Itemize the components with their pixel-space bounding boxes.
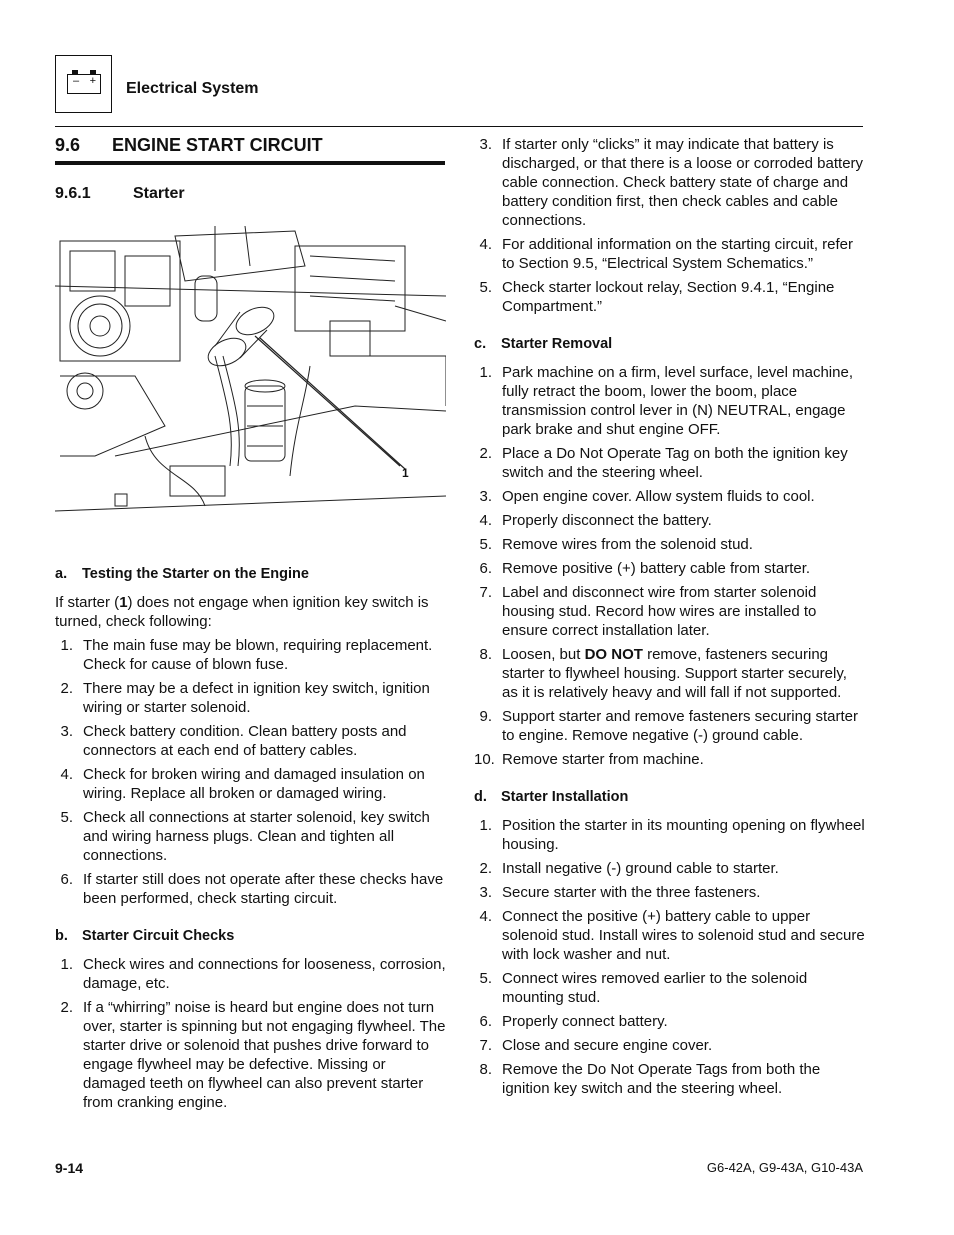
heading-removal: c. Starter Removal xyxy=(474,336,613,352)
list-item: 6. Properly connect battery. xyxy=(479,1013,668,1030)
list-item: 1. The main fuse may be blown, requiring replacement. Check for cause of blown fuse. xyxy=(60,637,433,673)
list-item: 3. If starter only “clicks” it may indicate that battery is discharged, or that there is a loose or corroded battery cable connection. Check battery state of charge and battery condition first, then check cables and cable connections. xyxy=(479,136,864,229)
heading-circuit-checks: b. Starter Circuit Checks xyxy=(55,928,235,944)
section-title xyxy=(55,135,323,156)
right-column xyxy=(474,135,866,1103)
list-item: 4. Connect the positive (+) battery cable to upper solenoid stud. Install wires to solenoid stud and secure with lock washer and nut. xyxy=(479,908,865,963)
list-item: 1. Position the starter in its mounting opening on flywheel housing. xyxy=(479,817,865,853)
list-item: 4. For additional information on the starting circuit, refer to Section 9.5, “Electrical System Schematics.” xyxy=(479,236,853,272)
section-title-text: ENGINE START CIRCUIT xyxy=(112,135,323,155)
list-item: 2. There may be a defect in ignition key switch, ignition wiring or starter solenoid. xyxy=(60,680,430,716)
engine-illustration xyxy=(55,226,446,516)
list-item: 8. Loosen, but DO NOT remove, fasteners securing starter to flywheel housing. Support starter securely, as it is relatively heavy and will fall if not supported. xyxy=(479,646,847,701)
list-item: 10. Remove starter from machine. xyxy=(474,751,704,768)
page-number: 9-14 xyxy=(55,1160,84,1176)
header-rule xyxy=(55,126,863,127)
list-item: 2. If a “whirring” noise is heard but engine does not turn over, starter is spinning but not engaging flywheel. The starter drive or solenoid that pushes drive forward to engage flywheel may be defective. Missing or damaged teeth on flywheel can also prevent starter from cranking engine. xyxy=(60,999,446,1111)
list-item: 7. Label and disconnect wire from starter solenoid housing stud. Record how wires are installed to ensure correct installation later. xyxy=(479,584,817,639)
header-title: Electrical System xyxy=(126,80,259,97)
section-number: 9.6 xyxy=(55,135,81,155)
list-item: 3. Open engine cover. Allow system fluids to cool. xyxy=(479,488,815,505)
list-item: 4. Properly disconnect the battery. xyxy=(479,512,712,529)
list-item: 4. Check for broken wiring and damaged insulation on wiring. Replace all broken or damaged wiring. xyxy=(60,766,425,802)
list-item: 5. Connect wires removed earlier to the solenoid mounting stud. xyxy=(479,970,808,1006)
starter-figure xyxy=(55,226,446,516)
subsection-title-text: Starter xyxy=(133,185,185,202)
figure-callout: 1 xyxy=(402,466,409,480)
list-item: 6. Remove positive (+) battery cable from starter. xyxy=(479,560,811,577)
heading-testing: a. Testing the Starter on the Engine xyxy=(55,566,309,582)
battery-icon: – + xyxy=(67,74,101,94)
section-rule xyxy=(55,161,445,165)
list-item: 7. Close and secure engine cover. xyxy=(479,1037,713,1054)
list-item: 1. Park machine on a firm, level surface, level machine, fully retract the boom, lower the boom, place transmission control lever in (N) NEUTRAL, engage park brake and shut engine OFF. xyxy=(479,364,853,438)
model-numbers: G6-42A, G9-43A, G10-43A xyxy=(706,1160,863,1175)
testing-intro: If starter (1) does not engage when ignition key switch is turned, check following: xyxy=(55,594,429,630)
heading-installation: d. Starter Installation xyxy=(474,789,629,805)
list-item: 3. Secure starter with the three fasteners. xyxy=(479,884,761,901)
list-item: 5. Remove wires from the solenoid stud. xyxy=(479,536,753,553)
list-item: 5. Check all connections at starter solenoid, key switch and wiring harness plugs. Clean and tighten all connections. xyxy=(60,809,430,864)
subsection-number: 9.6.1 xyxy=(55,185,91,202)
list-item: 6. If starter still does not operate after these checks have been performed, check starting circuit. xyxy=(60,871,444,907)
subsection-title xyxy=(55,185,185,203)
list-item: 9. Support starter and remove fasteners securing starter to engine. Remove negative (-) ground cable. xyxy=(479,708,859,744)
list-item: 2. Install negative (-) ground cable to starter. xyxy=(479,860,779,877)
list-item: 1. Check wires and connections for looseness, corrosion, damage, etc. xyxy=(60,956,446,992)
header-icon-box xyxy=(55,55,112,113)
list-item: 2. Place a Do Not Operate Tag on both the ignition key switch and the steering wheel. xyxy=(479,445,848,481)
list-item: 8. Remove the Do Not Operate Tags from both the ignition key switch and the steering wheel. xyxy=(479,1061,821,1097)
left-column xyxy=(55,565,447,1117)
list-item: 5. Check starter lockout relay, Section 9.4.1, “Engine Compartment.” xyxy=(479,279,835,315)
list-item: 3. Check battery condition. Clean battery posts and connectors at each end of battery cables. xyxy=(60,723,407,759)
